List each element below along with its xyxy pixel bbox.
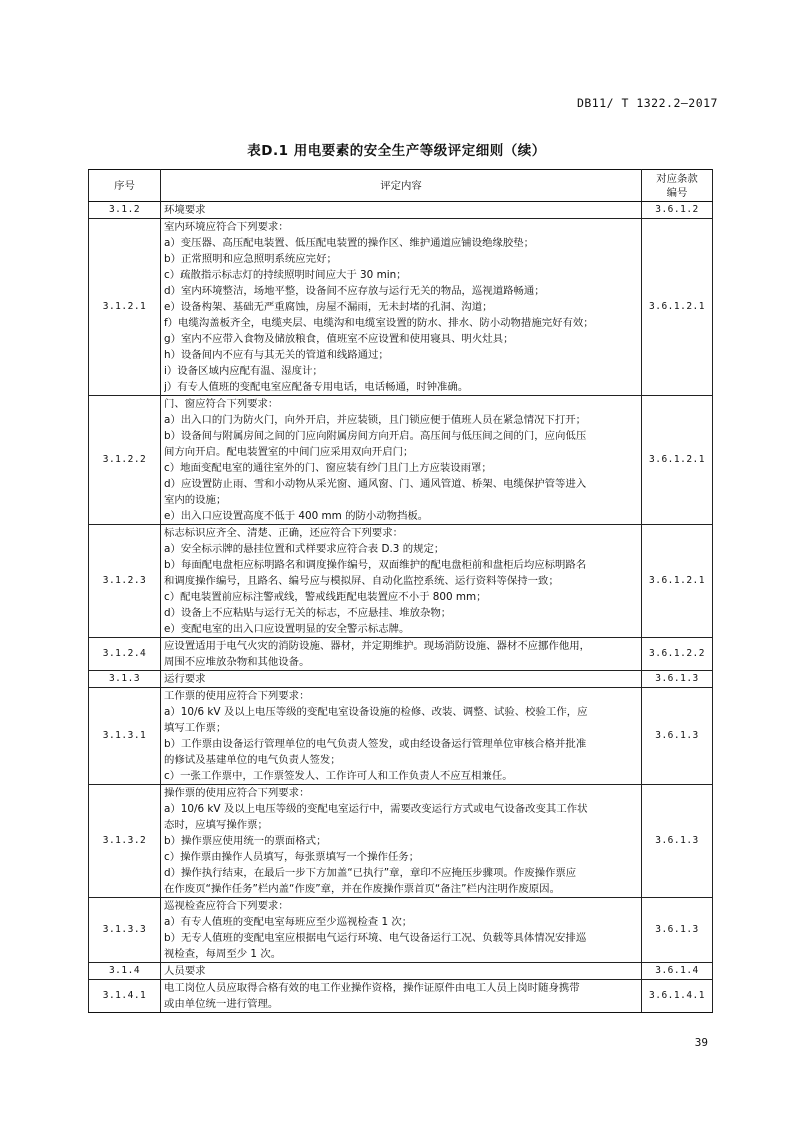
row-content bbox=[161, 688, 642, 785]
table-body bbox=[89, 202, 713, 1013]
row-seq: 3.1.2 bbox=[89, 202, 161, 219]
content-line: 工作票的使用应符合下列要求： bbox=[164, 690, 310, 702]
content-line: b）工作票由设备运行管理单位的电气负责人签发，或由经设备运行管理单位审核合格并批准 bbox=[164, 738, 587, 750]
row-seq: 3.1.2.4 bbox=[89, 638, 161, 671]
content-line: 和调度操作编号，且路名、编号应与模拟屏、自动化监控系统、运行资料等保持一致； bbox=[164, 575, 559, 587]
content-line: b）操作票应使用统一的票面格式； bbox=[164, 835, 327, 847]
content-line: a）10/6 kV 及以上电压等级的变配电室运行中，需要改变运行方式或电气设备改变其工作状 bbox=[164, 803, 588, 815]
row-ref: 3.6.1.3 bbox=[642, 671, 713, 688]
document-code: DB11/ T 1322.2—2017 bbox=[576, 96, 718, 110]
content-line: 填写工作票； bbox=[164, 722, 227, 734]
content-line: b）无专人值班的变配电室应根据电气运行环境、电气设备运行工况、负载等具体情况安排巡 bbox=[164, 932, 587, 944]
content-line: 室内环境应符合下列要求： bbox=[164, 221, 289, 233]
table-row bbox=[89, 671, 713, 688]
content-line: 门、窗应符合下列要求： bbox=[164, 398, 279, 410]
content-line: 操作票的使用应符合下列要求： bbox=[164, 787, 310, 799]
row-seq: 3.1.2.2 bbox=[89, 396, 161, 525]
row-ref: 3.6.1.4.1 bbox=[642, 980, 713, 1013]
row-seq: 3.1.3.3 bbox=[89, 898, 161, 963]
header-ref-line1: 对应条款 bbox=[656, 172, 698, 185]
row-ref: 3.6.1.2 bbox=[642, 202, 713, 219]
content-line: d）室内环境整洁，场地平整，设备间不应存放与运行无关的物品，巡视道路畅通； bbox=[164, 285, 545, 297]
table-row bbox=[89, 785, 713, 898]
table-header-row bbox=[89, 170, 713, 202]
content-line: 的修试及基建单位的电气负责人签发； bbox=[164, 754, 341, 766]
content-line: f）电缆沟盖板齐全，电缆夹层、电缆沟和电缆室设置的防水、排水、防小动物措施完好有效； bbox=[164, 317, 594, 329]
header-ref bbox=[642, 170, 713, 202]
table-row bbox=[89, 525, 713, 638]
content-line: 室内的设施； bbox=[164, 494, 227, 506]
row-ref: 3.6.1.3 bbox=[642, 688, 713, 785]
content-line: c）一张工作票中，工作票签发人、工作许可人和工作负责人不应互相兼任。 bbox=[164, 770, 513, 782]
page-number: 39 bbox=[694, 1036, 708, 1049]
row-content bbox=[161, 638, 642, 671]
table-row bbox=[89, 688, 713, 785]
row-seq: 3.1.2.1 bbox=[89, 219, 161, 396]
table-row bbox=[89, 898, 713, 963]
content-line: 运行要求 bbox=[164, 673, 206, 685]
row-content bbox=[161, 525, 642, 638]
row-content bbox=[161, 219, 642, 396]
header-content: 评定内容 bbox=[161, 170, 642, 202]
content-line: a）出入口的门为防火门，向外开启，并应装锁，且门锁应便于值班人员在紧急情况下打开； bbox=[164, 414, 586, 426]
content-line: 在作废页“操作任务”栏内盖“作废”章，并在作废操作票首页“备注”栏内注明作废原因。 bbox=[164, 883, 560, 895]
content-line: e）变配电室的出入口应设置明显的安全警示标志牌。 bbox=[164, 623, 410, 635]
row-seq: 3.1.2.3 bbox=[89, 525, 161, 638]
row-ref: 3.6.1.4 bbox=[642, 963, 713, 980]
content-line: c）操作票由操作人员填写，每张票填写一个操作任务； bbox=[164, 851, 420, 863]
row-content bbox=[161, 980, 642, 1013]
row-ref: 3.6.1.2.1 bbox=[642, 525, 713, 638]
row-content bbox=[161, 202, 642, 219]
assessment-table bbox=[88, 169, 713, 1013]
header-ref-line2: 编号 bbox=[666, 186, 688, 199]
header-seq: 序号 bbox=[89, 170, 161, 202]
content-line: d）操作执行结束，在最后一步下方加盖“已执行”章，章印不应掩压步骤项。作废操作票应 bbox=[164, 867, 577, 879]
content-line: 间方向开启。配电装置室的中间门应采用双向开启门； bbox=[164, 446, 414, 458]
row-ref: 3.6.1.2.2 bbox=[642, 638, 713, 671]
row-ref: 3.6.1.2.1 bbox=[642, 219, 713, 396]
table-row bbox=[89, 202, 713, 219]
content-line: h）设备间内不应有与其无关的管道和线路通过； bbox=[164, 349, 389, 361]
row-content bbox=[161, 898, 642, 963]
row-seq: 3.1.4 bbox=[89, 963, 161, 980]
row-seq: 3.1.3.1 bbox=[89, 688, 161, 785]
content-line: a）有专人值班的变配电室每班应至少巡视检查 1 次； bbox=[164, 916, 413, 928]
content-line: d）应设置防止雨、雪和小动物从采光窗、通风窗、门、通风管道、桥架、电缆保护管等进入 bbox=[164, 478, 587, 490]
table-row bbox=[89, 638, 713, 671]
content-line: c）疏散指示标志灯的持续照明时间应大于 30 min； bbox=[164, 269, 407, 281]
content-line: c）配电装置前应标注警戒线，警戒线距配电装置应不小于 800 mm； bbox=[164, 591, 487, 603]
content-line: i）设备区域内应配有温、湿度计； bbox=[164, 365, 323, 377]
content-line: a）10/6 kV 及以上电压等级的变配电室设备设施的检修、改装、调整、试验、校验工作，应 bbox=[164, 706, 588, 718]
table-title: 表D.1 用电要素的安全生产等级评定细则（续） bbox=[247, 143, 546, 159]
content-line: 视检查，每周至少 1 次。 bbox=[164, 948, 282, 960]
row-ref: 3.6.1.3 bbox=[642, 898, 713, 963]
content-line: d）设备上不应粘贴与运行无关的标志，不应悬挂、堆放杂物； bbox=[164, 607, 452, 619]
content-line: 电工岗位人员应取得合格有效的电工作业操作资格，操作证原件由电工人员上岗时随身携带 bbox=[164, 982, 580, 994]
row-seq: 3.1.3.2 bbox=[89, 785, 161, 898]
row-ref: 3.6.1.2.1 bbox=[642, 396, 713, 525]
content-line: e）设备构架、基础无严重腐蚀，房屋不漏雨，无未封堵的孔洞、沟道； bbox=[164, 301, 493, 313]
content-line: 标志标识应齐全、清楚、正确，还应符合下列要求： bbox=[164, 527, 403, 539]
content-line: g）室内不应带入食物及储放粮食，值班室不应设置和使用寝具、明火灶具； bbox=[164, 333, 514, 345]
content-line: a）变压器、高压配电装置、低压配电装置的操作区、维护通道应铺设绝缘胶垫； bbox=[164, 237, 535, 249]
table-row bbox=[89, 396, 713, 525]
row-seq: 3.1.4.1 bbox=[89, 980, 161, 1013]
row-content bbox=[161, 963, 642, 980]
content-line: j）有专人值班的变配电室应配备专用电话，电话畅通，时钟准确。 bbox=[164, 381, 469, 393]
row-content bbox=[161, 671, 642, 688]
content-line: 巡视检查应符合下列要求： bbox=[164, 900, 289, 912]
row-ref: 3.6.1.3 bbox=[642, 785, 713, 898]
content-line: 或由单位统一进行管理。 bbox=[164, 998, 279, 1010]
row-seq: 3.1.3 bbox=[89, 671, 161, 688]
table-row bbox=[89, 980, 713, 1013]
row-content bbox=[161, 785, 642, 898]
content-line: a）安全标示牌的悬挂位置和式样要求应符合表 D.3 的规定； bbox=[164, 543, 445, 555]
content-line: 周围不应堆放杂物和其他设备。 bbox=[164, 656, 310, 668]
content-line: 态时，应填写操作票； bbox=[164, 819, 268, 831]
content-line: 环境要求 bbox=[164, 204, 206, 216]
row-content bbox=[161, 396, 642, 525]
table-row bbox=[89, 963, 713, 980]
content-line: b）正常照明和应急照明系统应完好； bbox=[164, 253, 337, 265]
content-line: 人员要求 bbox=[164, 965, 206, 977]
content-line: b）设备间与附属房间之间的门应向附属房间方向开启。高压间与低压间之间的门，应向低压 bbox=[164, 430, 587, 442]
content-line: e）出入口应设置高度不低于 400 mm 的防小动物挡板。 bbox=[164, 510, 429, 522]
table-row bbox=[89, 219, 713, 396]
content-line: 应设置适用于电气火灾的消防设施、器材，并定期维护。现场消防设施、器材不应挪作他用， bbox=[164, 640, 591, 652]
content-line: c）地面变配电室的通往室外的门、窗应装有纱门且门上方应装设雨罩； bbox=[164, 462, 492, 474]
content-line: b）每面配电盘柜应标明路名和调度操作编号，双面维护的配电盘柜前和盘柜后均应标明路名 bbox=[164, 559, 587, 571]
